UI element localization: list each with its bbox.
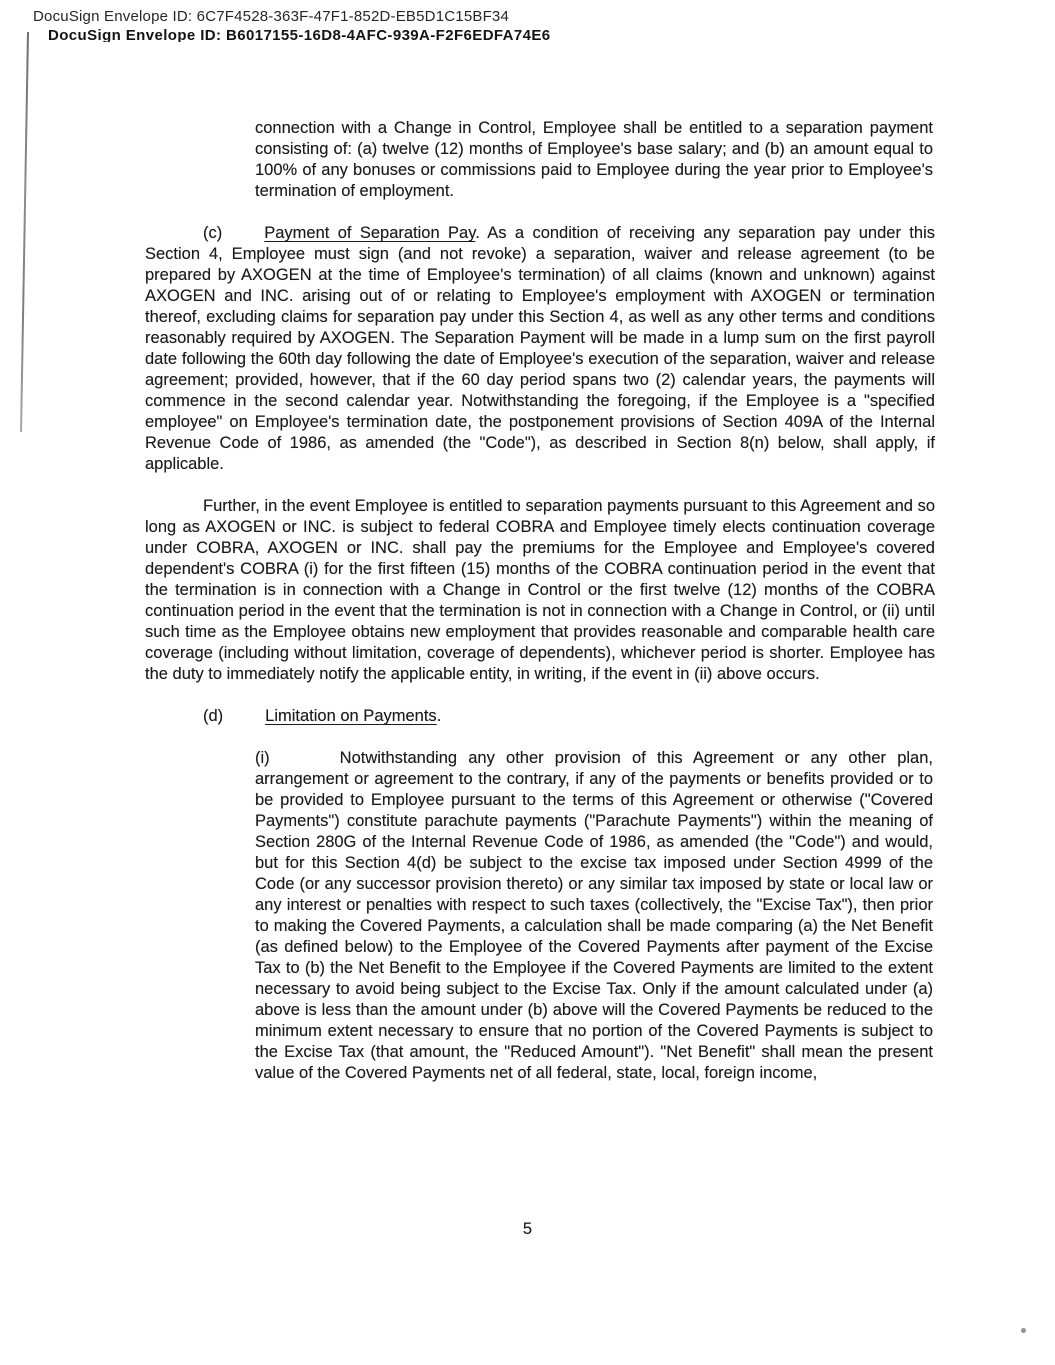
page-number: 5 bbox=[522, 1220, 533, 1238]
scan-artifact-line bbox=[20, 32, 29, 432]
section-d-heading: Limitation on Payments bbox=[265, 707, 437, 725]
paragraph-payment-of-separation-pay bbox=[145, 223, 935, 475]
heading-limitation-on-payments bbox=[145, 706, 935, 727]
scan-speck bbox=[1021, 1328, 1026, 1333]
docusign-envelope-id-header: DocuSign Envelope ID: 6C7F4528-363F-47F1-852D-EB5D1C15BF34 bbox=[33, 8, 510, 25]
subsection-i-label: (i) bbox=[255, 749, 270, 767]
paragraph-separation-payment-continuation: connection with a Change in Control, Employee shall be entitled to a separation payment consisting of: (a) twelve (12) months of Employee's base salary; and (b) an amount equal to 100% of any bonuses or commissions paid to Employee during the year prior to Employee's termination of employment. bbox=[255, 119, 933, 200]
section-d-period: . bbox=[436, 707, 442, 725]
section-c-label: (c) bbox=[203, 224, 223, 242]
section-c-body: . As a condition of receiving any separation pay under this Section 4, Employee must sign (and not revoke) a separation, waiver and release agreement (to be prepared by AXOGEN at the time of Employee's termination) of all claims (known and unknown) against AXOGEN and INC. arising out of or relating to Employee's employment with AXOGEN or termination thereof, excluding claims for separation pay under this Section 4, as well as any other terms and conditions reasonably required by AXOGEN. The Separation Payment will be made in a lump sum on the first payroll date following the 60th day following the date of Employee's execution of the separation, waiver and release agreement; provided, however, that if the 60 day period spans two (2) calendar years, the payments will commence in the second calendar year. Notwithstanding the foregoing, if the Employee is a "specified employee" on Employee's termination date, the postponement provisions of Section 409A of the Internal Revenue Code of 1986, as amended (the "Code"), as described in Section 8(n) below, shall apply, if applicable. bbox=[145, 224, 935, 473]
subsection-i-body: Notwithstanding any other provision of this Agreement or any other plan, arrangement or agreement to the contrary, if any of the payments or benefits provided or to be provided to Employee pursuant to the terms of this Agreement or otherwise ("Covered Payments") constitute parachute payments ("Parachute Payments") within the meaning of Section 280G of the Internal Revenue Code of 1986, as amended (the "Code") and would, but for this Section 4(d) be subject to the excise tax imposed under Section 4999 of the Code (or any successor provision thereto) or any similar tax imposed by state or local law or any interest or penalties with respect to such taxes (collectively, the "Excise Tax"), then prior to making the Covered Payments, a calculation shall be made comparing (a) the Net Benefit (as defined below) to the Employee of the Covered Payments after payment of the Excise Tax to (b) the Net Benefit to the Employee if the Covered Payments are limited to the extent necessary to avoid being subject to the Excise Tax. Only if the amount calculated under (a) above is less than the amount under (b) above will the Covered Payments be reduced to the minimum extent necessary to ensure that no portion of the Covered Payments is subject to the Excise Tax (that amount, the "Reduced Amount"). "Net Benefit" shall mean the present value of the Covered Payments net of all federal, state, local, foreign income, bbox=[255, 749, 933, 1082]
document-body bbox=[145, 118, 935, 1105]
paragraph-cobra-premiums: Further, in the event Employee is entitled to separation payments pursuant to this Agreement and so long as AXOGEN or INC. is subject to federal COBRA and Employee timely elects continuation coverage under COBRA, AXOGEN or INC. shall pay the premiums for the Employee and Employee's covered dependent's COBRA (i) for the first fifteen (15) months of the COBRA continuation period in the event that the termination is in connection with a Change in Control or the first twelve (12) months of the COBRA continuation period in the event that the termination is not in connection with a Change in Control, or (ii) until such time as the Employee obtains new employment that provides reasonable and comparable health care coverage (including without limitation, coverage of dependents), whichever period is shorter. Employee has the duty to immediately notify the applicable entity, in writing, if the event in (ii) above occurs. bbox=[145, 497, 935, 683]
section-d-label: (d) bbox=[203, 707, 224, 725]
section-c-heading: Payment of Separation Pay bbox=[264, 224, 476, 242]
paragraph-limitation-subsection-i bbox=[255, 748, 933, 1084]
docusign-envelope-id-header-overlay: DocuSign Envelope ID: B6017155-16D8-4AFC-939A-F2F6EDFA74E6 bbox=[48, 27, 551, 42]
